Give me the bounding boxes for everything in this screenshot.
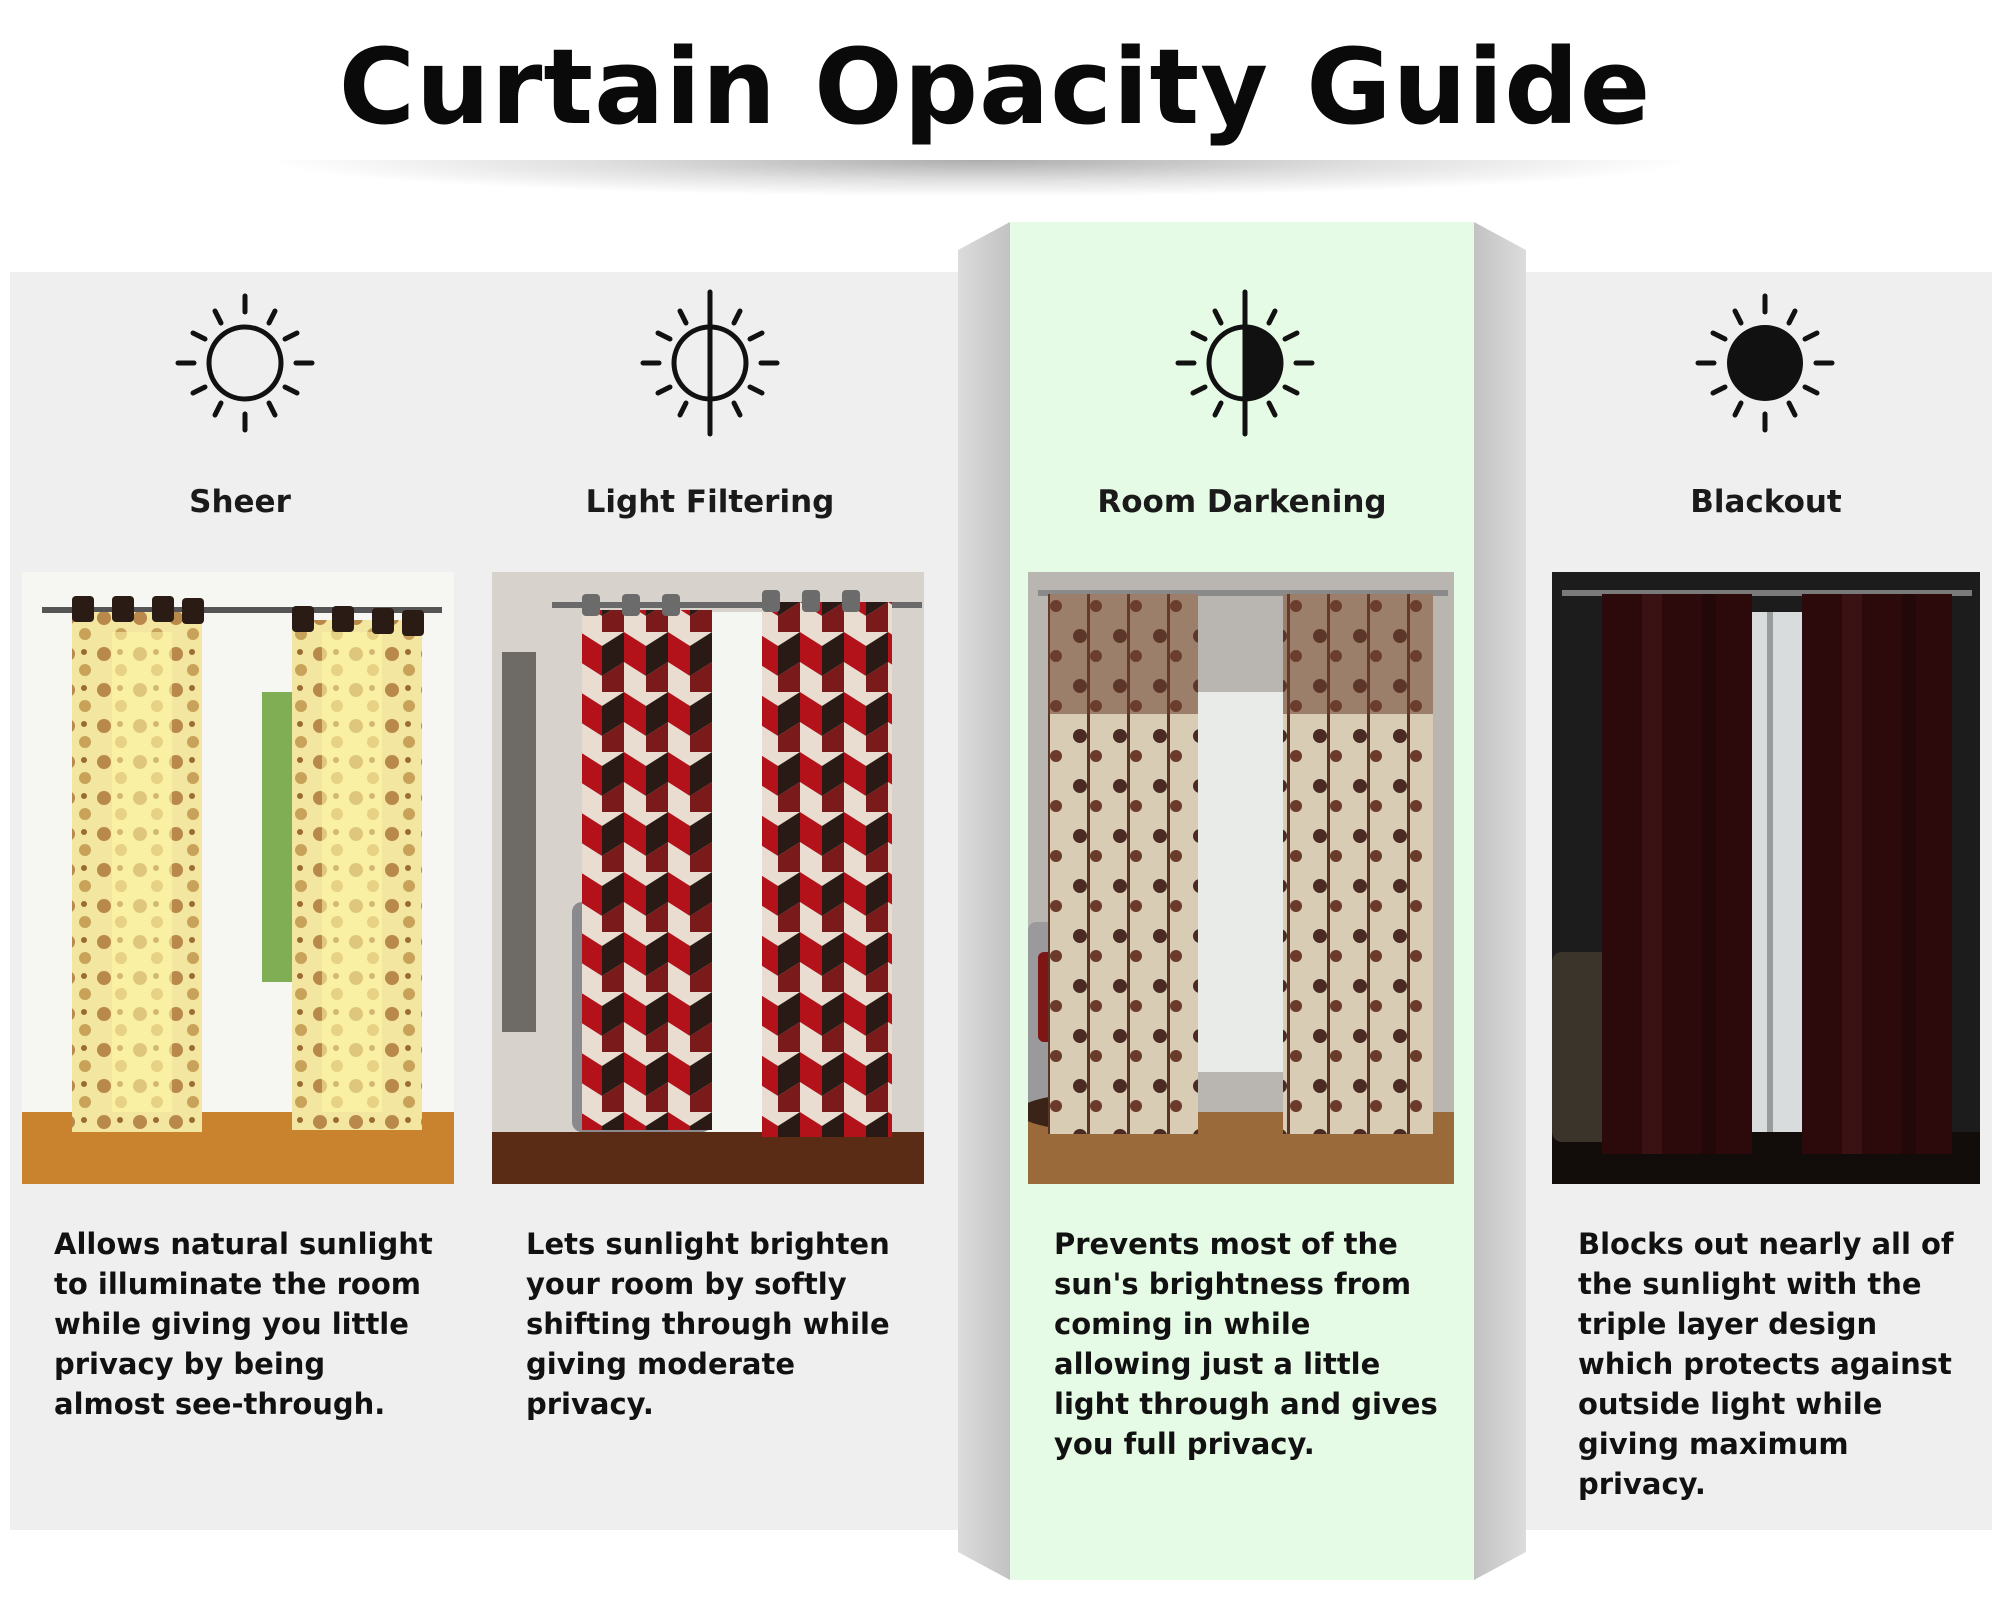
- option-sheer: [20, 272, 460, 1530]
- option-description: Blocks out nearly all of the sunlight with the triple layer design which protects against outside light while giving maximum privacy.: [1578, 1227, 1954, 1501]
- option-blackout: [1540, 272, 1992, 1530]
- light-filtering-curtain-photo: [492, 572, 924, 1184]
- option-label: Sheer: [189, 484, 291, 520]
- option-description: Prevents most of the sun's brightness from coming in while allowing just a little light through and gives you full privacy.: [1054, 1227, 1438, 1461]
- option-light-filtering: [490, 272, 930, 1530]
- option-label: Blackout: [1690, 484, 1842, 520]
- sun-line-icon: [635, 288, 785, 438]
- sheer-curtain-photo: [22, 572, 454, 1184]
- blackout-curtain-photo: [1552, 572, 1980, 1184]
- option-description: Lets sunlight brighten your room by softly shifting through while giving moderate privacy.: [526, 1227, 890, 1421]
- option-description: Allows natural sunlight to illuminate the room while giving you little privacy by being almost see-through.: [54, 1227, 433, 1421]
- option-room-darkening: [1010, 272, 1474, 1530]
- sun-outline-icon: [170, 288, 320, 438]
- room-darkening-curtain-photo: [1028, 572, 1454, 1184]
- highlight-right-edge: [1474, 222, 1526, 1580]
- sun-half-icon: [1170, 288, 1320, 438]
- option-label: Light Filtering: [585, 484, 835, 520]
- option-label: Room Darkening: [1097, 484, 1387, 520]
- sun-filled-icon: [1690, 288, 1840, 438]
- page-title: Curtain Opacity Guide: [338, 26, 1652, 148]
- title-shadow: [280, 160, 1680, 196]
- highlight-left-edge: [958, 222, 1010, 1580]
